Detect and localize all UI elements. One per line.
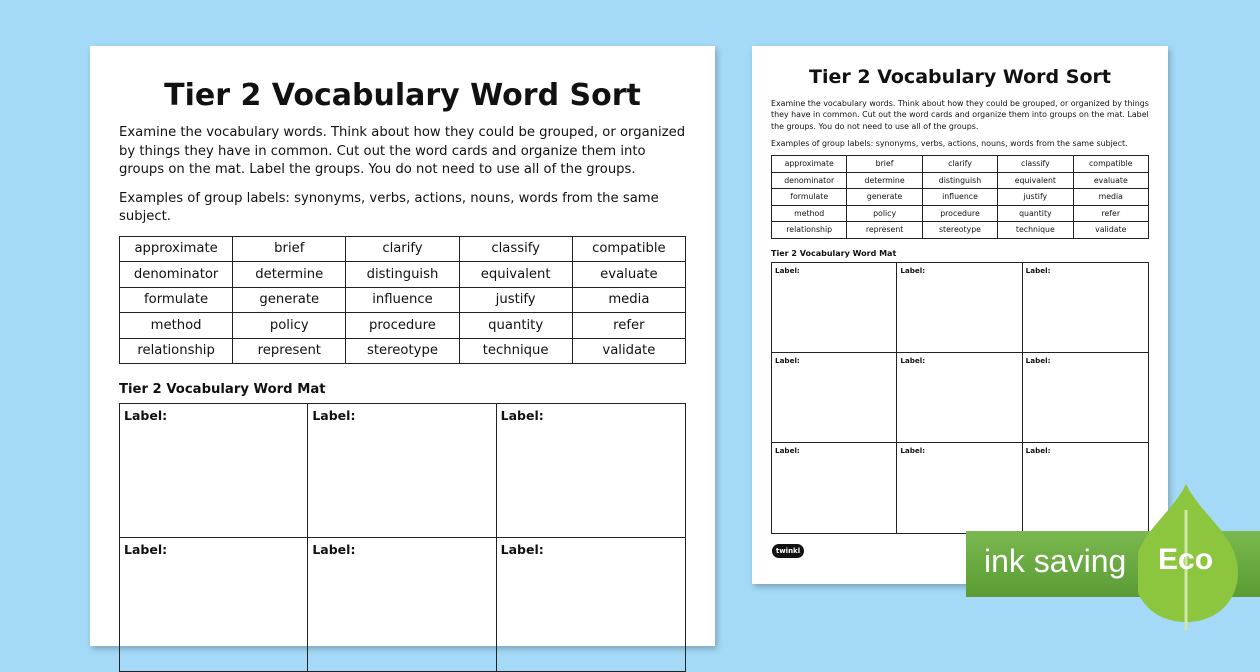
table-row	[772, 222, 1149, 239]
word-card: formulate	[120, 287, 233, 313]
word-card: approximate	[772, 156, 847, 173]
table-row	[120, 313, 686, 339]
mat-label-cell: Label:	[772, 263, 897, 353]
mat-label-cell: Label:	[897, 263, 1022, 353]
table-row	[120, 338, 686, 364]
table-row	[772, 189, 1149, 206]
word-card: clarify	[922, 156, 997, 173]
eco-label: Eco	[1158, 543, 1214, 576]
word-mat-grid	[771, 262, 1149, 534]
word-card: represent	[847, 222, 922, 239]
worksheet-title: Tier 2 Vocabulary Word Sort	[164, 78, 641, 113]
word-card: validate	[572, 338, 685, 364]
table-row	[772, 156, 1149, 173]
word-card: distinguish	[922, 172, 997, 189]
word-card: approximate	[120, 236, 233, 262]
word-card: media	[572, 287, 685, 313]
mat-label-cell: Label:	[497, 404, 685, 538]
word-card: policy	[847, 205, 922, 222]
word-card: distinguish	[346, 262, 459, 288]
word-card: refer	[572, 313, 685, 339]
word-card: equivalent	[459, 262, 572, 288]
word-card: represent	[233, 338, 346, 364]
word-card: brief	[847, 156, 922, 173]
word-card: stereotype	[346, 338, 459, 364]
word-card-table	[771, 155, 1149, 239]
mat-label-cell: Label:	[1023, 353, 1148, 443]
worksheet-examples: Examples of group labels: synonyms, verbs, actions, nouns, words from the same subject.	[771, 139, 1128, 149]
mat-label-cell: Label:	[120, 538, 308, 672]
word-card: equivalent	[998, 172, 1073, 189]
word-card: brief	[233, 236, 346, 262]
worksheet-examples: Examples of group labels: synonyms, verbs, actions, nouns, words from the same subject.	[119, 190, 659, 224]
word-card: generate	[233, 287, 346, 313]
table-row	[772, 205, 1149, 222]
word-card: technique	[998, 222, 1073, 239]
mat-label-cell: Label:	[897, 353, 1022, 443]
word-card: influence	[346, 287, 459, 313]
word-card: validate	[1073, 222, 1148, 239]
word-card: denominator	[120, 262, 233, 288]
worksheet-preview-small	[752, 46, 1168, 584]
word-card: formulate	[772, 189, 847, 206]
mat-label-cell: Label:	[1025, 445, 1051, 455]
word-card: quantity	[459, 313, 572, 339]
word-card: generate	[847, 189, 922, 206]
word-card-table	[119, 236, 686, 365]
table-row	[120, 262, 686, 288]
word-card: media	[1073, 189, 1148, 206]
mat-label-cell: Label:	[308, 538, 496, 672]
twinkl-logo: twinkl	[772, 544, 804, 558]
word-card: refer	[1073, 205, 1148, 222]
word-card: relationship	[772, 222, 847, 239]
mat-label-cell: Label:	[308, 404, 496, 538]
word-card: compatible	[1073, 156, 1148, 173]
word-card: denominator	[772, 172, 847, 189]
word-card: technique	[459, 338, 572, 364]
mat-title: Tier 2 Vocabulary Word Mat	[771, 248, 897, 258]
worksheet-preview-large	[90, 46, 715, 646]
word-card: policy	[233, 313, 346, 339]
worksheet-instructions: Examine the vocabulary words. Think about how they could be grouped, or organized by things they have in common. Cut out the word cards and organize them into groups on the mat. Label the groups. You do not need to use all of the groups.	[771, 99, 1149, 131]
word-card: quantity	[998, 205, 1073, 222]
worksheet-title: Tier 2 Vocabulary Word Sort	[809, 66, 1111, 88]
word-card: compatible	[572, 236, 685, 262]
ink-saving-text: ink saving	[984, 543, 1127, 579]
word-card: method	[120, 313, 233, 339]
word-card: determine	[847, 172, 922, 189]
word-card: justify	[459, 287, 572, 313]
table-row	[120, 287, 686, 313]
word-card: justify	[998, 189, 1073, 206]
worksheet-instructions: Examine the vocabulary words. Think about how they could be grouped, or organized by things they have in common. Cut out the word cards and organize them into groups on the mat. Label the groups. You do not need to use all of the groups.	[119, 125, 686, 177]
mat-label-cell: Label:	[897, 443, 1022, 533]
word-card: influence	[922, 189, 997, 206]
mat-label-cell: Label:	[772, 443, 897, 533]
word-card: determine	[233, 262, 346, 288]
word-card: evaluate	[1073, 172, 1148, 189]
table-row	[120, 236, 686, 262]
word-card: procedure	[922, 205, 997, 222]
word-card: classify	[459, 236, 572, 262]
mat-label-cell: Label:	[1023, 263, 1148, 353]
word-card: stereotype	[922, 222, 997, 239]
mat-label-cell: Label:	[120, 404, 308, 538]
table-row	[772, 172, 1149, 189]
word-card: procedure	[346, 313, 459, 339]
word-mat-grid	[119, 403, 686, 672]
mat-label-cell: Label:	[772, 353, 897, 443]
word-card: evaluate	[572, 262, 685, 288]
mat-title: Tier 2 Vocabulary Word Mat	[119, 382, 326, 397]
word-card: classify	[998, 156, 1073, 173]
word-card: relationship	[120, 338, 233, 364]
word-card: method	[772, 205, 847, 222]
mat-label-cell: Label:	[497, 538, 685, 672]
word-card: clarify	[346, 236, 459, 262]
